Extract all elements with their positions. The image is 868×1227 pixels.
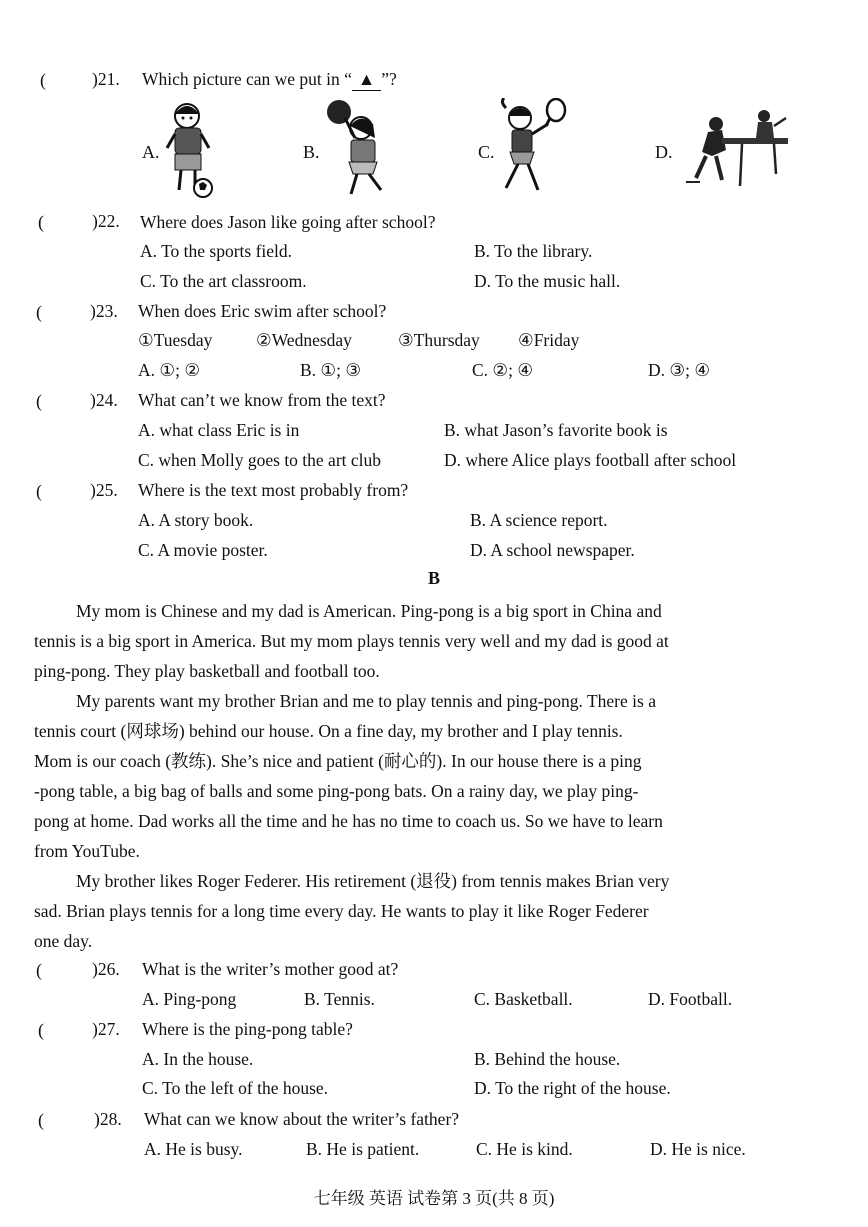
option-24-a: A. what class Eric is in <box>138 420 300 440</box>
passage-line: one day. <box>34 931 93 951</box>
answer-paren: ( <box>38 1020 44 1040</box>
question-26-text: What is the writer’s mother good at? <box>142 959 399 979</box>
question-number-23: )23. <box>90 301 118 321</box>
picture-label-c: C. <box>478 142 495 162</box>
picture-label-d: D. <box>655 142 673 162</box>
answer-paren: ( <box>40 70 46 90</box>
option-26-b: B. Tennis. <box>304 989 375 1009</box>
option-26-c: C. Basketball. <box>474 989 573 1009</box>
option-22-c: C. To the art classroom. <box>140 271 307 291</box>
passage-line: Mom is our coach (教练). She’s nice and patient (耐心的). In our house there is a ping <box>34 751 642 771</box>
question-24-text: What can’t we know from the text? <box>138 390 386 410</box>
option-28-a: A. He is busy. <box>144 1139 243 1159</box>
answer-paren: ( <box>36 481 42 501</box>
question-number-24: )24. <box>90 390 118 410</box>
question-28-text: What can we know about the writer’s father? <box>144 1109 460 1129</box>
day-tuesday: ①Tuesday <box>138 330 213 350</box>
option-23-c: C. ②; ④ <box>472 360 534 380</box>
question-number-28: )28. <box>94 1109 122 1129</box>
option-27-d: D. To the right of the house. <box>474 1078 671 1098</box>
girl-with-tennis-racket-icon <box>498 98 570 198</box>
option-22-d: D. To the music hall. <box>474 271 621 291</box>
question-number-26: )26. <box>92 959 120 979</box>
section-heading-b: B <box>427 568 440 588</box>
question-21-text: Which picture can we put in “ ▲ ”? <box>142 69 397 89</box>
option-27-c: C. To the left of the house. <box>142 1078 329 1098</box>
question-23-text: When does Eric swim after school? <box>138 301 387 321</box>
option-23-d: D. ③; ④ <box>648 360 711 380</box>
passage-line: from YouTube. <box>34 841 140 861</box>
passage-line: -pong table, a big bag of balls and some ping-pong bats. On a rainy day, we play ping- <box>34 781 639 801</box>
answer-paren: ( <box>36 960 42 980</box>
option-28-c: C. He is kind. <box>476 1139 573 1159</box>
answer-paren: ( <box>36 391 42 411</box>
question-22-text: Where does Jason like going after school? <box>140 212 436 232</box>
picture-label-a: A. <box>142 142 160 162</box>
answer-paren: ( <box>36 302 42 322</box>
girl-with-football-icon <box>165 98 217 198</box>
option-24-d: D. where Alice plays football after school <box>444 450 737 470</box>
ping-pong-players-icon <box>682 108 794 190</box>
day-thursday: ③Thursday <box>398 330 480 350</box>
option-26-d: D. Football. <box>648 989 733 1009</box>
question-number-22: )22. <box>92 211 120 231</box>
passage-line: tennis is a big sport in America. But my mom plays tennis very well and my dad is good at <box>34 631 669 651</box>
option-22-b: B. To the library. <box>474 241 593 261</box>
option-23-a: A. ①; ② <box>138 360 201 380</box>
option-24-c: C. when Molly goes to the art club <box>138 450 382 470</box>
passage-line: sad. Brian plays tennis for a long time every day. He wants to play it like Roger Federer <box>34 901 649 921</box>
picture-label-b: B. <box>303 142 320 162</box>
day-friday: ④Friday <box>518 330 580 350</box>
option-23-b: B. ①; ③ <box>300 360 362 380</box>
passage-line: pong at home. Dad works all the time and he has no time to coach us. So we have to learn <box>34 811 663 831</box>
answer-paren: ( <box>38 1110 44 1130</box>
passage-line: My parents want my brother Brian and me to play tennis and ping-pong. There is a <box>76 691 656 711</box>
option-27-b: B. Behind the house. <box>474 1049 621 1069</box>
option-25-c: C. A movie poster. <box>138 540 268 560</box>
question-number-25: )25. <box>90 480 118 500</box>
option-27-a: A. In the house. <box>142 1049 254 1069</box>
passage-line: My mom is Chinese and my dad is American. Ping-pong is a big sport in China and <box>76 601 662 621</box>
option-25-a: A. A story book. <box>138 510 254 530</box>
answer-paren: ( <box>38 212 44 232</box>
question-number-27: )27. <box>92 1019 120 1039</box>
option-22-a: A. To the sports field. <box>140 241 293 261</box>
option-25-b: B. A science report. <box>470 510 608 530</box>
passage-line: tennis court (网球场) behind our house. On a fine day, my brother and I play tennis. <box>34 721 623 741</box>
girl-with-basketball-icon <box>325 98 391 198</box>
passage-line: ping-pong. They play basketball and football too. <box>34 661 380 681</box>
blank-triangle: ▲ <box>352 68 381 91</box>
option-24-b: B. what Jason’s favorite book is <box>444 420 668 440</box>
day-wednesday: ②Wednesday <box>256 330 352 350</box>
option-26-a: A. Ping-pong <box>142 989 237 1009</box>
option-28-d: D. He is nice. <box>650 1139 746 1159</box>
question-number-21: )21. <box>92 69 120 89</box>
option-25-d: D. A school newspaper. <box>470 540 635 560</box>
question-27-text: Where is the ping-pong table? <box>142 1019 353 1039</box>
option-28-b: B. He is patient. <box>306 1139 420 1159</box>
passage-line: My brother likes Roger Federer. His retirement (退役) from tennis makes Brian very <box>76 871 670 891</box>
question-25-text: Where is the text most probably from? <box>138 480 409 500</box>
page-footer: 七年级 英语 试卷第 3 页(共 8 页) <box>313 1189 555 1208</box>
